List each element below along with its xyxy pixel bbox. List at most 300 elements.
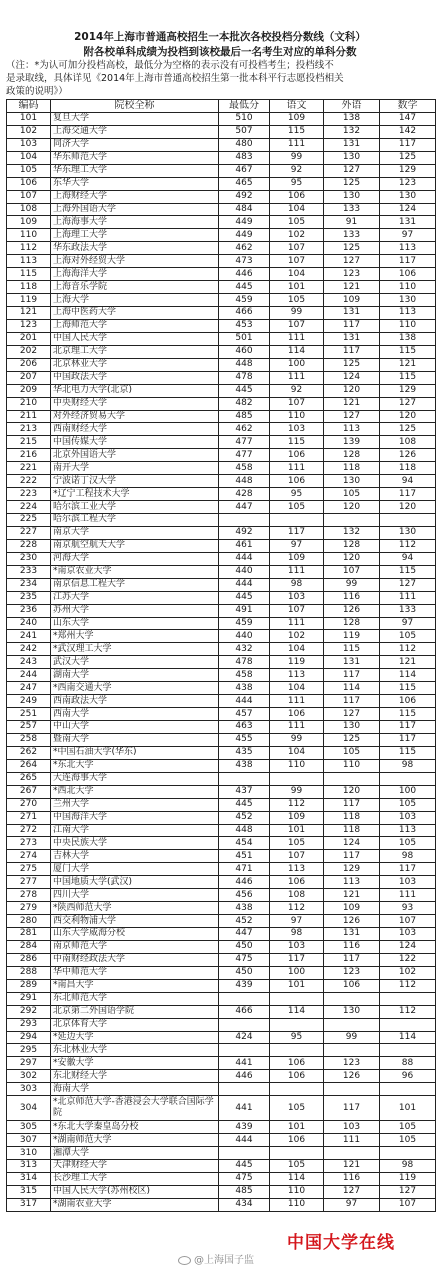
- table-row: [7, 772, 436, 785]
- cell-code: 265: [7, 772, 51, 785]
- cell-foreign: 117: [324, 669, 380, 682]
- cell-foreign: 130: [324, 475, 380, 488]
- cell-code: 267: [7, 785, 51, 798]
- cell-math: 114: [380, 1031, 436, 1044]
- cell-math: 126: [380, 449, 436, 462]
- cell-min-score: 438: [219, 902, 270, 915]
- table-row: [7, 850, 436, 863]
- table-row: [7, 940, 436, 953]
- cell-foreign: 123: [324, 966, 380, 979]
- cell-name: *东北大学秦皇岛分校: [51, 1121, 219, 1134]
- cell-min-score: 449: [219, 229, 270, 242]
- cell-min-score: 478: [219, 656, 270, 669]
- table-row: [7, 953, 436, 966]
- cell-min-score: 447: [219, 928, 270, 941]
- cell-math: 127: [380, 1185, 436, 1198]
- cell-foreign: 130: [324, 721, 380, 734]
- cell-min-score: 447: [219, 501, 270, 514]
- cell-foreign: 121: [324, 889, 380, 902]
- cell-math: 108: [380, 436, 436, 449]
- cell-foreign: 116: [324, 940, 380, 953]
- cell-min-score: 445: [219, 591, 270, 604]
- cell-code: 302: [7, 1070, 51, 1083]
- cell-math: 115: [380, 746, 436, 759]
- cell-code: 258: [7, 733, 51, 746]
- cell-chinese: 95: [270, 1031, 324, 1044]
- cell-math: 127: [380, 397, 436, 410]
- table-row: [7, 721, 436, 734]
- table-row: [7, 837, 436, 850]
- cell-chinese: 103: [270, 423, 324, 436]
- cell-code: 216: [7, 449, 51, 462]
- table-row: [7, 1057, 436, 1070]
- cell-name: 中山大学: [51, 721, 219, 734]
- cell-foreign: 99: [324, 1031, 380, 1044]
- cell-math: 127: [380, 578, 436, 591]
- cell-min-score: 454: [219, 837, 270, 850]
- cell-name: 武汉大学: [51, 656, 219, 669]
- table-row: [7, 811, 436, 824]
- cell-math: 117: [380, 488, 436, 501]
- cell-min-score: 473: [219, 255, 270, 268]
- cell-name: 山东大学: [51, 617, 219, 630]
- cell-math: 105: [380, 630, 436, 643]
- cell-math: 100: [380, 785, 436, 798]
- cell-foreign: 132: [324, 125, 380, 138]
- cell-foreign: [324, 992, 380, 1005]
- cell-code: 230: [7, 552, 51, 565]
- table-row: [7, 591, 436, 604]
- cell-code: 209: [7, 384, 51, 397]
- cell-code: 264: [7, 759, 51, 772]
- cell-math: [380, 1083, 436, 1096]
- table-row: [7, 423, 436, 436]
- cell-math: 101: [380, 1096, 436, 1121]
- cell-chinese: 106: [270, 876, 324, 889]
- cell-chinese: 110: [270, 1198, 324, 1211]
- cell-chinese: [270, 772, 324, 785]
- cell-math: 88: [380, 1057, 436, 1070]
- cell-code: 244: [7, 669, 51, 682]
- table-header-row: [7, 100, 436, 113]
- cell-chinese: [270, 514, 324, 527]
- cell-math: [380, 514, 436, 527]
- cell-foreign: 125: [324, 242, 380, 255]
- table-row: [7, 307, 436, 320]
- cell-min-score: 452: [219, 915, 270, 928]
- cell-foreign: 111: [324, 1134, 380, 1147]
- cell-name: 大连海事大学: [51, 772, 219, 785]
- cell-code: 228: [7, 539, 51, 552]
- cell-min-score: 444: [219, 1134, 270, 1147]
- page-subtitle: 附各校单科成绩为投档到该校最后一名考生对应的单科分数: [83, 46, 357, 58]
- cell-chinese: 110: [270, 759, 324, 772]
- table-row: [7, 1121, 436, 1134]
- cell-code: 315: [7, 1185, 51, 1198]
- cell-chinese: 110: [270, 1185, 324, 1198]
- cell-code: 102: [7, 125, 51, 138]
- cell-name: 西南财经大学: [51, 423, 219, 436]
- cell-math: 114: [380, 669, 436, 682]
- cell-code: 278: [7, 889, 51, 902]
- table-row: [7, 1172, 436, 1185]
- cell-min-score: 432: [219, 643, 270, 656]
- cell-min-score: 458: [219, 462, 270, 475]
- cell-code: 215: [7, 436, 51, 449]
- cell-foreign: 130: [324, 151, 380, 164]
- cell-name: *郑州大学: [51, 630, 219, 643]
- cell-chinese: [270, 1044, 324, 1057]
- cell-math: 133: [380, 604, 436, 617]
- cell-name: 上海大学: [51, 294, 219, 307]
- cell-min-score: 445: [219, 281, 270, 294]
- cell-foreign: 131: [324, 928, 380, 941]
- cell-code: 297: [7, 1057, 51, 1070]
- table-row: [7, 345, 436, 358]
- cell-min-score: [219, 1147, 270, 1160]
- cell-math: 118: [380, 462, 436, 475]
- cell-min-score: 452: [219, 811, 270, 824]
- cell-foreign: 125: [324, 733, 380, 746]
- table-row: [7, 1044, 436, 1057]
- cell-name: *武汉理工大学: [51, 643, 219, 656]
- cell-code: 280: [7, 915, 51, 928]
- cell-min-score: 450: [219, 940, 270, 953]
- cell-name: 上海海洋大学: [51, 268, 219, 281]
- cell-code: 123: [7, 319, 51, 332]
- cell-chinese: 113: [270, 863, 324, 876]
- cell-name: 中国人民大学(苏州校区): [51, 1185, 219, 1198]
- cell-math: 94: [380, 552, 436, 565]
- cell-code: 206: [7, 358, 51, 371]
- table-row: [7, 138, 436, 151]
- cell-foreign: 130: [324, 1005, 380, 1018]
- table-row: [7, 488, 436, 501]
- cell-chinese: 105: [270, 1160, 324, 1173]
- cell-min-score: 491: [219, 604, 270, 617]
- cell-code: 211: [7, 410, 51, 423]
- cell-foreign: [324, 772, 380, 785]
- cell-math: [380, 1147, 436, 1160]
- cell-min-score: 448: [219, 475, 270, 488]
- cell-foreign: 113: [324, 423, 380, 436]
- cell-min-score: 458: [219, 669, 270, 682]
- cell-chinese: 106: [270, 1057, 324, 1070]
- cell-code: 281: [7, 928, 51, 941]
- cell-math: 115: [380, 371, 436, 384]
- cell-foreign: 121: [324, 397, 380, 410]
- cell-math: 130: [380, 294, 436, 307]
- cell-min-score: 441: [219, 1096, 270, 1121]
- cell-math: 105: [380, 837, 436, 850]
- cell-foreign: 127: [324, 164, 380, 177]
- cell-chinese: 106: [270, 190, 324, 203]
- cell-code: 201: [7, 332, 51, 345]
- table-row: [7, 656, 436, 669]
- cell-name: 东北林业大学: [51, 1044, 219, 1057]
- cell-chinese: 100: [270, 966, 324, 979]
- cell-foreign: 126: [324, 915, 380, 928]
- cell-foreign: 126: [324, 604, 380, 617]
- cell-chinese: 104: [270, 643, 324, 656]
- table-row: [7, 552, 436, 565]
- cell-chinese: 95: [270, 488, 324, 501]
- cell-math: 112: [380, 979, 436, 992]
- cell-math: 93: [380, 902, 436, 915]
- cell-foreign: 97: [324, 1198, 380, 1211]
- cell-chinese: 99: [270, 307, 324, 320]
- cell-min-score: 441: [219, 1057, 270, 1070]
- cell-name: 东北师范大学: [51, 992, 219, 1005]
- cell-code: 236: [7, 604, 51, 617]
- cell-math: 97: [380, 617, 436, 630]
- cell-foreign: 113: [324, 876, 380, 889]
- cell-foreign: 127: [324, 708, 380, 721]
- cell-code: 274: [7, 850, 51, 863]
- cell-code: 240: [7, 617, 51, 630]
- cell-code: 310: [7, 1147, 51, 1160]
- cell-min-score: 444: [219, 695, 270, 708]
- score-table: [6, 99, 436, 1212]
- cell-name: 上海中医药大学: [51, 307, 219, 320]
- cell-code: 213: [7, 423, 51, 436]
- cell-math: 113: [380, 307, 436, 320]
- cell-foreign: 117: [324, 695, 380, 708]
- cell-min-score: [219, 992, 270, 1005]
- cell-math: 98: [380, 1160, 436, 1173]
- table-row: [7, 733, 436, 746]
- cell-name: 海南大学: [51, 1083, 219, 1096]
- cell-math: 142: [380, 125, 436, 138]
- cell-math: 122: [380, 953, 436, 966]
- cell-math: 106: [380, 695, 436, 708]
- cell-chinese: 111: [270, 721, 324, 734]
- table-row: [7, 746, 436, 759]
- cell-foreign: 127: [324, 1185, 380, 1198]
- cell-chinese: 105: [270, 837, 324, 850]
- cell-foreign: 117: [324, 850, 380, 863]
- cell-name: 哈尔滨工业大学: [51, 501, 219, 514]
- cell-math: 107: [380, 1198, 436, 1211]
- cell-foreign: 117: [324, 953, 380, 966]
- cell-foreign: 123: [324, 268, 380, 281]
- cell-math: 115: [380, 708, 436, 721]
- cell-min-score: 435: [219, 746, 270, 759]
- cell-name: 中国地质大学(武汉): [51, 876, 219, 889]
- cell-name: 暨南大学: [51, 733, 219, 746]
- cell-name: 华东理工大学: [51, 164, 219, 177]
- cell-min-score: 446: [219, 876, 270, 889]
- cell-code: 121: [7, 307, 51, 320]
- cell-min-score: 451: [219, 850, 270, 863]
- cell-chinese: 92: [270, 384, 324, 397]
- cell-code: 234: [7, 578, 51, 591]
- table-row: [7, 1070, 436, 1083]
- cell-code: 275: [7, 863, 51, 876]
- cell-min-score: 456: [219, 889, 270, 902]
- cell-math: 130: [380, 190, 436, 203]
- table-row: [7, 384, 436, 397]
- table-row: [7, 332, 436, 345]
- cell-chinese: 101: [270, 1121, 324, 1134]
- cell-chinese: 109: [270, 811, 324, 824]
- table-row: [7, 281, 436, 294]
- weibo-handle: @上海国子监: [194, 1255, 254, 1266]
- cell-min-score: 457: [219, 708, 270, 721]
- cell-math: 121: [380, 358, 436, 371]
- table-row: [7, 1018, 436, 1031]
- cell-code: 317: [7, 1198, 51, 1211]
- table-row: [7, 863, 436, 876]
- table-row: [7, 1198, 436, 1211]
- table-row: [7, 915, 436, 928]
- cell-min-score: 475: [219, 953, 270, 966]
- cell-name: 华中师范大学: [51, 966, 219, 979]
- cell-foreign: 124: [324, 371, 380, 384]
- cell-min-score: 453: [219, 319, 270, 332]
- cell-code: 223: [7, 488, 51, 501]
- cell-foreign: 106: [324, 979, 380, 992]
- cell-chinese: 117: [270, 953, 324, 966]
- cell-chinese: 99: [270, 733, 324, 746]
- table-row: [7, 565, 436, 578]
- cell-chinese: [270, 1018, 324, 1031]
- cell-name: 东华大学: [51, 177, 219, 190]
- cell-name: *延边大学: [51, 1031, 219, 1044]
- cell-foreign: 125: [324, 358, 380, 371]
- cell-min-score: 437: [219, 785, 270, 798]
- cell-chinese: 101: [270, 281, 324, 294]
- cell-math: 110: [380, 281, 436, 294]
- cell-name: 南京大学: [51, 526, 219, 539]
- cell-chinese: 101: [270, 824, 324, 837]
- cell-name: *西南交通大学: [51, 682, 219, 695]
- cell-math: [380, 1018, 436, 1031]
- cell-math: 125: [380, 151, 436, 164]
- cell-math: 115: [380, 345, 436, 358]
- table-row: [7, 669, 436, 682]
- cell-min-score: 478: [219, 371, 270, 384]
- cell-min-score: 455: [219, 733, 270, 746]
- cell-foreign: 109: [324, 294, 380, 307]
- cell-code: 271: [7, 811, 51, 824]
- cell-min-score: 485: [219, 410, 270, 423]
- table-row: [7, 164, 436, 177]
- table-row: [7, 203, 436, 216]
- cell-min-score: 445: [219, 798, 270, 811]
- cell-chinese: 105: [270, 294, 324, 307]
- cell-foreign: 128: [324, 539, 380, 552]
- cell-min-score: 446: [219, 1070, 270, 1083]
- cell-code: 227: [7, 526, 51, 539]
- cell-chinese: 104: [270, 203, 324, 216]
- cell-code: 104: [7, 151, 51, 164]
- cell-min-score: 492: [219, 190, 270, 203]
- cell-chinese: 97: [270, 915, 324, 928]
- cell-min-score: 465: [219, 177, 270, 190]
- cell-chinese: 101: [270, 979, 324, 992]
- weibo-icon: [178, 1256, 191, 1265]
- cell-math: 110: [380, 319, 436, 332]
- cell-chinese: 115: [270, 125, 324, 138]
- cell-foreign: 91: [324, 216, 380, 229]
- cell-foreign: 138: [324, 112, 380, 125]
- cell-chinese: 106: [270, 1070, 324, 1083]
- cell-code: 118: [7, 281, 51, 294]
- cell-code: 222: [7, 475, 51, 488]
- cell-chinese: 114: [270, 1172, 324, 1185]
- cell-name: 湖南大学: [51, 669, 219, 682]
- table-row: [7, 889, 436, 902]
- cell-name: 中国人民大学: [51, 332, 219, 345]
- cell-chinese: 111: [270, 617, 324, 630]
- cell-chinese: 95: [270, 177, 324, 190]
- cell-code: 115: [7, 268, 51, 281]
- cell-code: 313: [7, 1160, 51, 1173]
- cell-foreign: 133: [324, 229, 380, 242]
- cell-name: 长沙理工大学: [51, 1172, 219, 1185]
- cell-name: 东北财经大学: [51, 1070, 219, 1083]
- cell-name: 中南财经政法大学: [51, 953, 219, 966]
- note-line-3: 政策的说明》）: [6, 86, 68, 97]
- cell-foreign: 129: [324, 863, 380, 876]
- cell-min-score: 466: [219, 1005, 270, 1018]
- cell-min-score: 439: [219, 1121, 270, 1134]
- cell-math: 147: [380, 112, 436, 125]
- cell-chinese: 111: [270, 138, 324, 151]
- cell-min-score: 424: [219, 1031, 270, 1044]
- cell-math: 115: [380, 565, 436, 578]
- cell-code: 109: [7, 216, 51, 229]
- cell-chinese: 117: [270, 526, 324, 539]
- cell-foreign: 110: [324, 759, 380, 772]
- table-row: [7, 410, 436, 423]
- cell-name: 河海大学: [51, 552, 219, 565]
- cell-code: 305: [7, 1121, 51, 1134]
- cell-code: 119: [7, 294, 51, 307]
- cell-chinese: 103: [270, 591, 324, 604]
- cell-foreign: 117: [324, 345, 380, 358]
- table-row: [7, 526, 436, 539]
- cell-math: 117: [380, 733, 436, 746]
- cell-chinese: 114: [270, 1005, 324, 1018]
- cell-min-score: 492: [219, 526, 270, 539]
- header-min-score: 最低分: [219, 100, 270, 113]
- cell-chinese: 99: [270, 785, 324, 798]
- table-row: [7, 436, 436, 449]
- cell-min-score: 475: [219, 1172, 270, 1185]
- cell-chinese: 108: [270, 889, 324, 902]
- cell-math: 112: [380, 643, 436, 656]
- cell-math: 112: [380, 539, 436, 552]
- cell-chinese: 106: [270, 449, 324, 462]
- cell-chinese: 109: [270, 552, 324, 565]
- cell-min-score: 438: [219, 759, 270, 772]
- cell-chinese: 110: [270, 410, 324, 423]
- cell-code: 241: [7, 630, 51, 643]
- table-row: [7, 319, 436, 332]
- cell-name: 湘潭大学: [51, 1147, 219, 1160]
- cell-name: 苏州大学: [51, 604, 219, 617]
- cell-name: *东北大学: [51, 759, 219, 772]
- cell-math: [380, 1044, 436, 1057]
- cell-code: 277: [7, 876, 51, 889]
- cell-min-score: 463: [219, 721, 270, 734]
- cell-math: 117: [380, 863, 436, 876]
- cell-name: 厦门大学: [51, 863, 219, 876]
- cell-chinese: 105: [270, 1096, 324, 1121]
- cell-math: 94: [380, 475, 436, 488]
